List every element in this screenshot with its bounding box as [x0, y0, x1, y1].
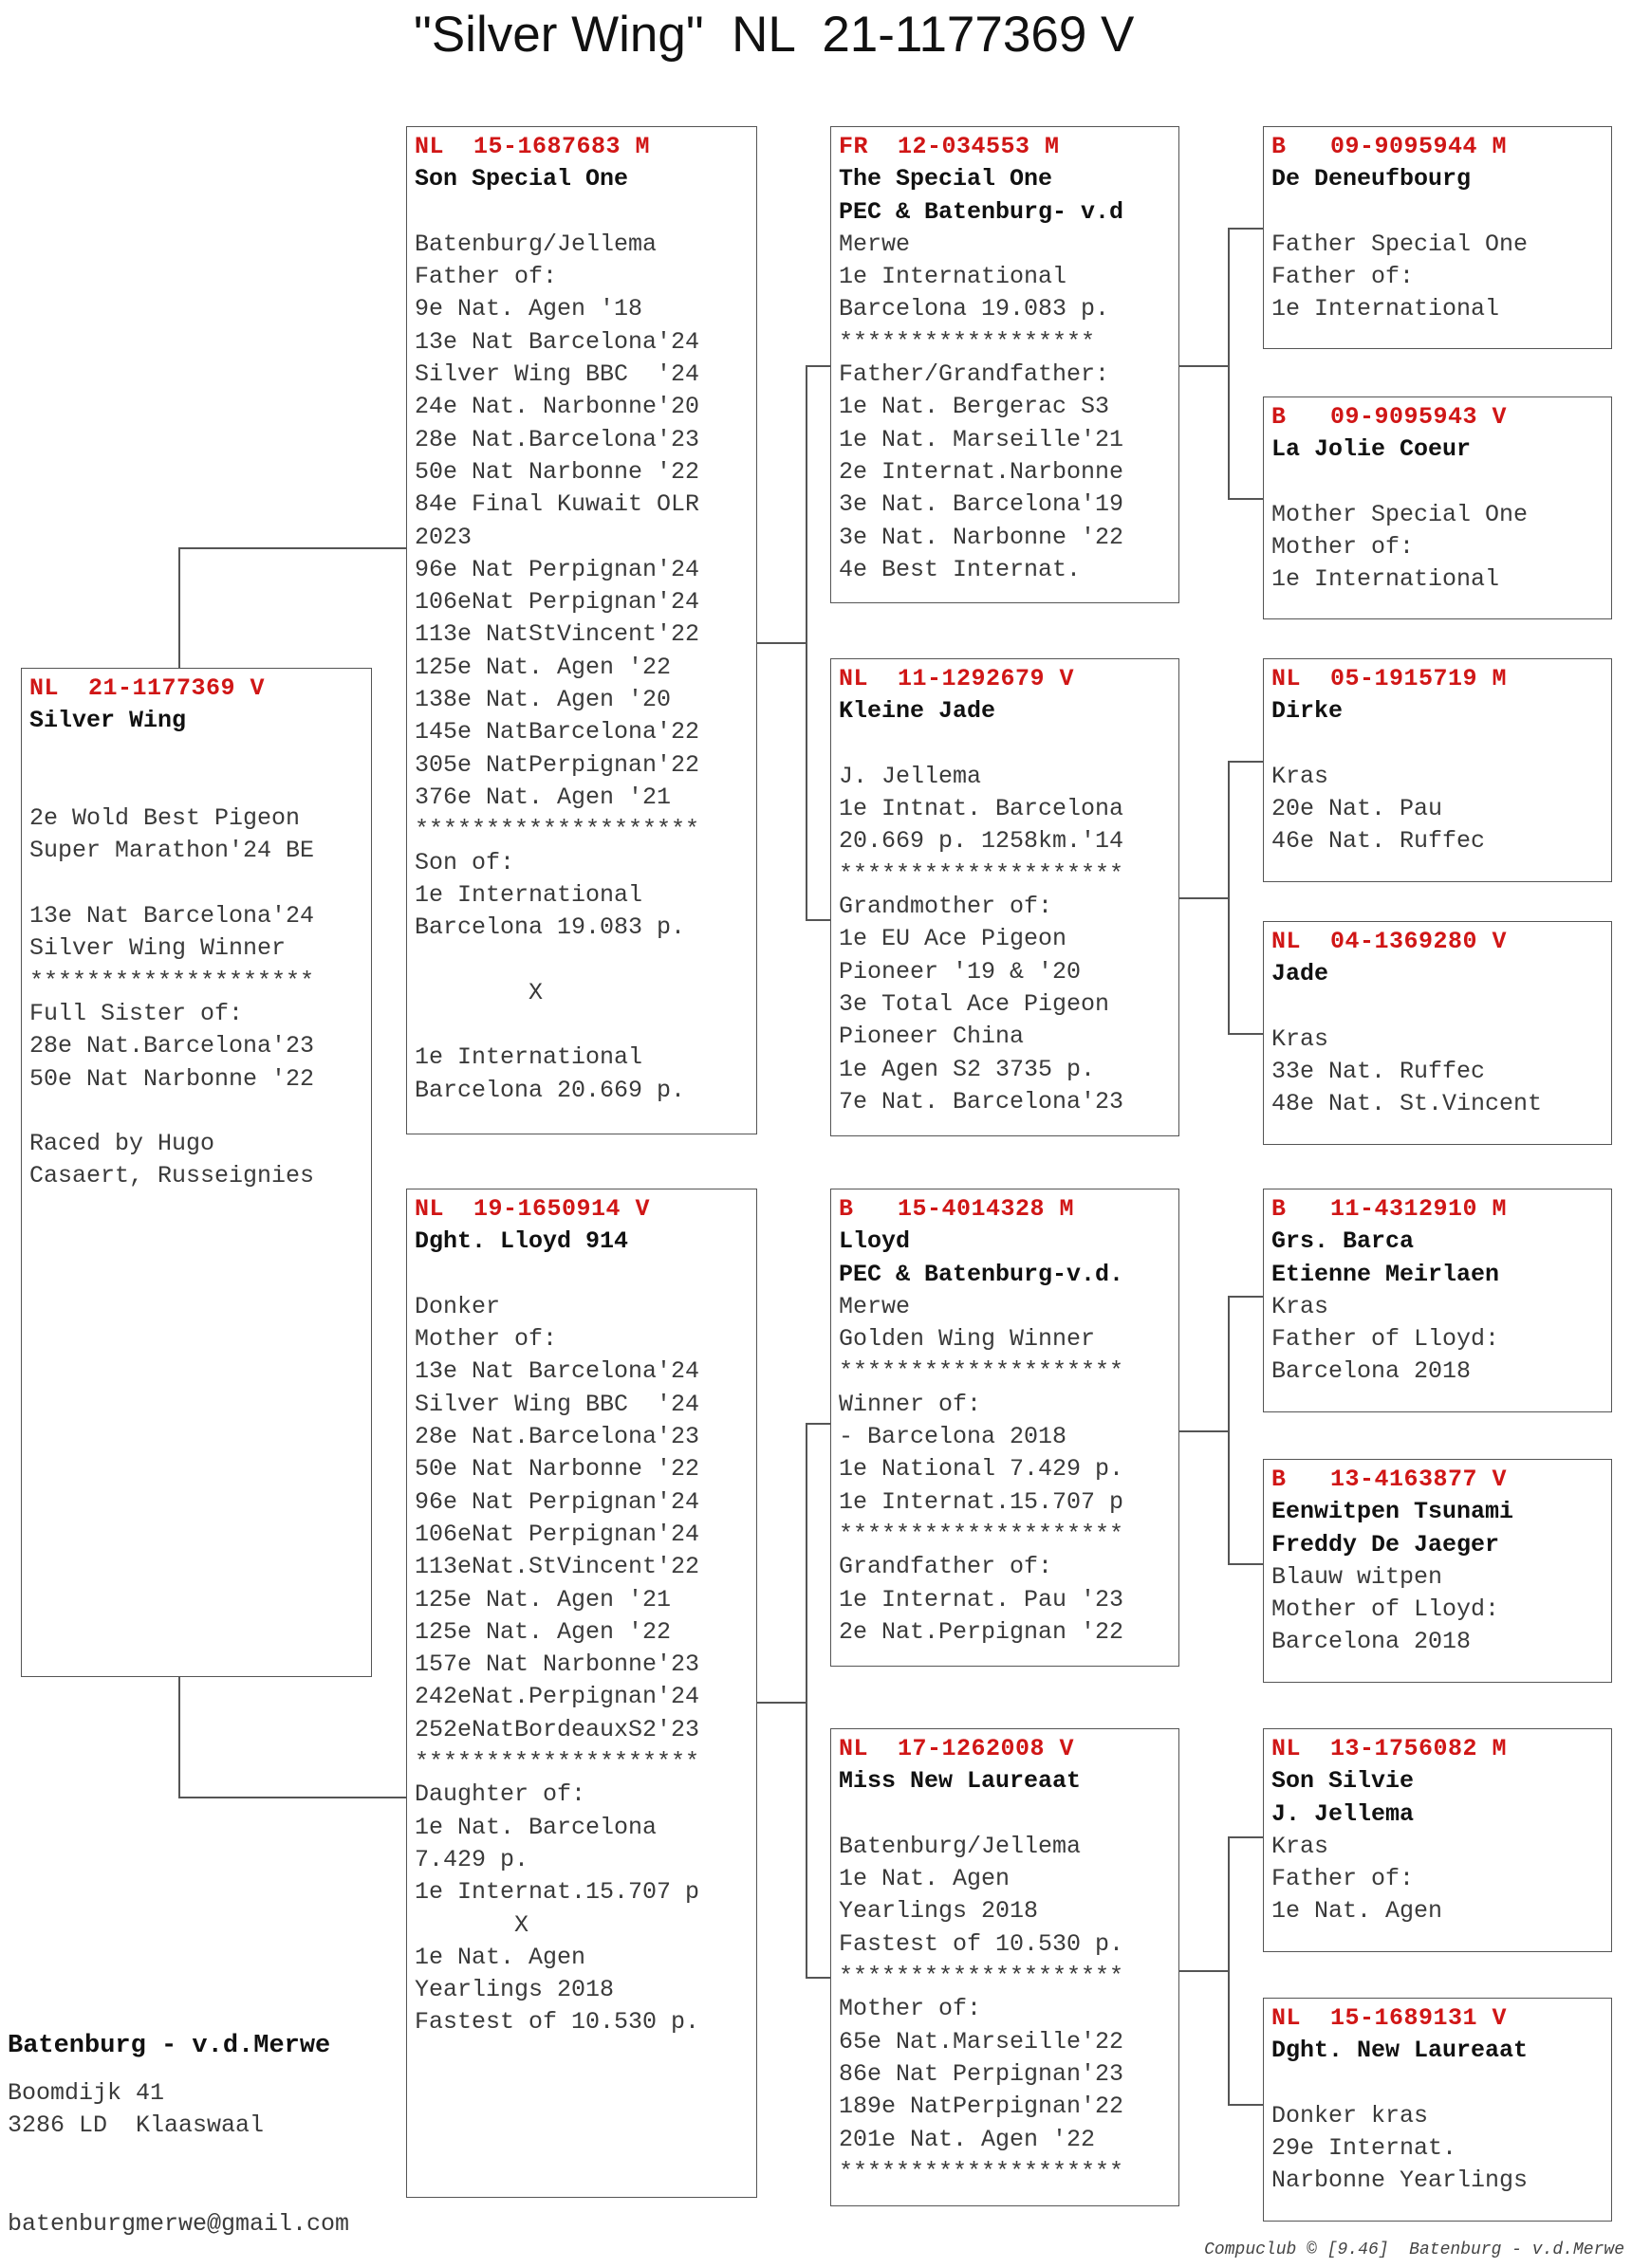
pigeon-breeder: PEC & Batenburg-v.d. [839, 1260, 1124, 1288]
detail-line: 1e Nat. Agen [1271, 1897, 1443, 1926]
detail-line: Kras [1271, 1024, 1329, 1053]
detail-line: 4e Best Internat. [839, 555, 1082, 583]
detail-line: ******************** [839, 1357, 1124, 1386]
pigeon-name: Miss New Laureaat [839, 1767, 1082, 1796]
detail-line: Father Special One [1271, 230, 1529, 258]
pigeon-card-mmf [1263, 1728, 1612, 1952]
detail-line: Mother of: [1271, 533, 1415, 562]
pigeon-name: Son Silvie [1271, 1767, 1415, 1796]
pigeon-breeder: PEC & Batenburg- v.d [839, 197, 1124, 226]
detail-line: 65e Nat.Marseille'22 [839, 2027, 1124, 2056]
pigeon-name: Dght. New Laureaat [1271, 2037, 1529, 2065]
ring-number: NL 21-1177369 V [29, 674, 266, 702]
detail-line: ******************** [415, 1748, 700, 1777]
detail-line: 1e National 7.429 p. [839, 1455, 1124, 1484]
detail-line: Kras [1271, 762, 1329, 790]
detail-line [1271, 728, 1604, 761]
detail-line: Barcelona 2018 [1271, 1357, 1472, 1386]
detail-line: ******************** [839, 859, 1124, 888]
detail-line: Grandfather of: [839, 1553, 1053, 1581]
detail-line: 1e Internat.15.707 p [839, 1487, 1124, 1516]
detail-line: 46e Nat. Ruffec [1271, 827, 1486, 856]
detail-line: 1e International [1271, 565, 1500, 594]
pigeon-name: Jade [1271, 960, 1329, 988]
detail-line: Barcelona 20.669 p. [415, 1076, 686, 1104]
detail-line: 1e Nat. Agen [415, 1943, 586, 1971]
detail-line: Merwe [839, 230, 911, 258]
detail-line: 2e Nat.Perpignan '22 [839, 1617, 1124, 1646]
pigeon-breeder: Freddy De Jaeger [1271, 1530, 1500, 1558]
breeder-city: 3286 LD Klaaswaal [8, 2111, 265, 2139]
detail-line: 106eNat Perpignan'24 [415, 1520, 700, 1548]
ring-number: NL 15-1689131 V [1271, 2004, 1508, 2032]
detail-line [29, 770, 363, 802]
detail-line: 113eNat.StVincent'22 [415, 1553, 700, 1581]
detail-line: 3e Nat. Narbonne '22 [839, 523, 1124, 551]
detail-line: Silver Wing BBC '24 [415, 360, 700, 389]
pigeon-card-fmm [1263, 921, 1612, 1145]
detail-line: Full Sister of: [29, 999, 244, 1027]
pigeon-details [1271, 728, 1604, 858]
ring-number: NL 19-1650914 V [415, 1195, 651, 1223]
pigeon-name: Kleine Jade [839, 697, 996, 726]
pigeon-card-mfm [1263, 1459, 1612, 1683]
detail-line: 1e EU Ace Pigeon [839, 925, 1067, 953]
detail-line [29, 738, 363, 770]
detail-line: 1e International [839, 263, 1067, 291]
detail-line: 48e Nat. St.Vincent [1271, 1090, 1543, 1118]
detail-line: 20.669 p. 1258km.'14 [839, 827, 1124, 856]
detail-line: ****************** [839, 327, 1096, 356]
ring-number: NL 04-1369280 V [1271, 928, 1508, 955]
detail-line: Fastest of 10.530 p. [415, 2008, 700, 2037]
ring-number: NL 05-1915719 M [1271, 665, 1508, 692]
pigeon-card-fff [1263, 126, 1612, 349]
detail-line: Kras [1271, 1292, 1329, 1320]
detail-line: 1e Internat.15.707 p [415, 1878, 700, 1907]
detail-line: Mother of Lloyd: [1271, 1595, 1500, 1624]
detail-line: ******************** [29, 967, 315, 995]
detail-line: 13e Nat Barcelona'24 [415, 327, 700, 356]
detail-line: - Barcelona 2018 [839, 1423, 1067, 1451]
detail-line: 1e Agen S2 3735 p. [839, 1055, 1096, 1083]
detail-line: Blauw witpen [1271, 1562, 1443, 1591]
pigeon-name: La Jolie Coeur [1271, 435, 1472, 464]
detail-line: Barcelona 2018 [1271, 1628, 1472, 1656]
detail-line [415, 944, 749, 976]
pigeon-details [1271, 1831, 1604, 1928]
ring-number: B 09-9095943 V [1271, 403, 1508, 431]
detail-line: ******************** [839, 2157, 1124, 2185]
detail-line: 242eNat.Perpignan'24 [415, 1683, 700, 1711]
detail-line: 84e Final Kuwait OLR [415, 490, 700, 519]
detail-line: Winner of: [839, 1390, 982, 1418]
detail-line: 86e Nat Perpignan'23 [839, 2059, 1124, 2088]
pigeon-details [1271, 2068, 1604, 2198]
detail-line: 113e NatStVincent'22 [415, 620, 700, 649]
detail-line [29, 1096, 363, 1128]
detail-line: ******************** [839, 1963, 1124, 1991]
detail-line: 157e Nat Narbonne'23 [415, 1650, 700, 1679]
detail-line: Daughter of: [415, 1780, 586, 1809]
pigeon-card-ff [830, 126, 1179, 603]
pigeon-details [1271, 1291, 1604, 1389]
detail-line [415, 1259, 749, 1291]
footer-credit: Compuclub © [9.46] Batenburg - v.d.Merwe [1204, 2240, 1624, 2259]
detail-line: 2e Internat.Narbonne [839, 457, 1124, 486]
detail-line: Father of Lloyd: [1271, 1325, 1500, 1354]
detail-line: 20e Nat. Pau [1271, 795, 1443, 823]
detail-line: Barcelona 19.083 p. [839, 295, 1110, 323]
detail-line: 376e Nat. Agen '21 [415, 783, 672, 811]
detail-line: 96e Nat Perpignan'24 [415, 555, 700, 583]
detail-line: Silver Wing BBC '24 [415, 1390, 700, 1418]
detail-line: 28e Nat.Barcelona'23 [29, 1032, 315, 1060]
detail-line: 189e NatPerpignan'22 [839, 2093, 1124, 2121]
detail-line [1271, 467, 1604, 499]
detail-line: Father of: [1271, 1865, 1415, 1893]
pigeon-card-ffm [1263, 396, 1612, 619]
pigeon-name: Silver Wing [29, 707, 187, 735]
detail-line: 13e Nat Barcelona'24 [29, 902, 315, 931]
detail-line: Donker [415, 1292, 501, 1320]
detail-line: 3e Total Ace Pigeon [839, 989, 1110, 1018]
detail-line: 3e Nat. Barcelona'19 [839, 490, 1124, 519]
pigeon-card-mff [1263, 1189, 1612, 1412]
detail-line: Kras [1271, 1832, 1329, 1860]
ring-number: B 13-4163877 V [1271, 1466, 1508, 1493]
detail-line: 28e Nat.Barcelona'23 [415, 1423, 700, 1451]
pigeon-details [839, 1291, 1171, 1649]
detail-line: Merwe [839, 1292, 911, 1320]
detail-line: 7e Nat. Barcelona'23 [839, 1087, 1124, 1116]
detail-line: 1e International [1271, 295, 1500, 323]
breeder-name: Batenburg - v.d.Merwe [8, 2032, 331, 2060]
detail-line [839, 1798, 1171, 1831]
detail-line: 125e Nat. Agen '22 [415, 1617, 672, 1646]
detail-line: 2023 [415, 523, 473, 551]
detail-line: 9e Nat. Agen '18 [415, 295, 643, 323]
detail-line: Father of: [415, 263, 558, 291]
detail-line: Super Marathon'24 BE [29, 837, 315, 865]
detail-line: 1e International [415, 880, 643, 909]
pigeon-card-mother [406, 1189, 757, 2198]
pigeon-details [1271, 196, 1604, 326]
ring-number: NL 11-1292679 V [839, 665, 1075, 692]
detail-line: Pioneer China [839, 1023, 1025, 1051]
pigeon-details [1271, 467, 1604, 597]
breeder-street: Boomdijk 41 [8, 2079, 165, 2107]
pigeon-breeder: J. Jellema [1271, 1799, 1415, 1828]
pigeon-card-father [406, 126, 757, 1134]
pigeon-details [415, 1259, 749, 2039]
detail-line: 1e Intnat. Barcelona [839, 795, 1124, 823]
detail-line: 1e Nat. Bergerac S3 [839, 393, 1110, 421]
detail-line: Batenburg/Jellema [839, 1832, 1082, 1860]
pigeon-name: Lloyd [839, 1227, 911, 1256]
pigeon-name: Dirke [1271, 697, 1344, 726]
detail-line: Silver Wing Winner [29, 934, 287, 963]
detail-line: ******************** [415, 816, 700, 844]
pigeon-details [415, 196, 749, 1107]
detail-line: 106eNat Perpignan'24 [415, 588, 700, 617]
ring-number: NL 13-1756082 M [1271, 1735, 1508, 1762]
pigeon-details [839, 1798, 1171, 2189]
ring-number: NL 15-1687683 M [415, 133, 651, 160]
detail-line: 2e Wold Best Pigeon [29, 804, 301, 833]
detail-line: 50e Nat Narbonne '22 [29, 1064, 315, 1093]
detail-line: 1e Nat. Barcelona [415, 1813, 658, 1841]
ring-number: B 09-9095944 M [1271, 133, 1508, 160]
detail-line: 145e NatBarcelona'22 [415, 718, 700, 747]
detail-line: Barcelona 19.083 p. [415, 913, 686, 942]
detail-line: Pioneer '19 & '20 [839, 957, 1082, 986]
detail-line: 28e Nat.Barcelona'23 [415, 425, 700, 453]
detail-line [1271, 196, 1604, 229]
detail-line: Yearlings 2018 [839, 1897, 1039, 1926]
detail-line: 13e Nat Barcelona'24 [415, 1357, 700, 1386]
detail-line: Mother of: [415, 1325, 558, 1354]
detail-line: 252eNatBordeauxS2'23 [415, 1715, 700, 1743]
detail-line [29, 868, 363, 900]
breeder-email[interactable]: batenburgmerwe@gmail.com [8, 2210, 350, 2238]
detail-line: 1e Internat. Pau '23 [839, 1585, 1124, 1613]
detail-line: 1e International [415, 1043, 643, 1072]
detail-line [415, 196, 749, 229]
detail-line: 125e Nat. Agen '22 [415, 653, 672, 681]
pigeon-name: Grs. Barca [1271, 1227, 1415, 1256]
pigeon-card-mf [830, 1189, 1179, 1667]
detail-line: Grandmother of: [839, 893, 1053, 921]
ring-number: NL 17-1262008 V [839, 1735, 1075, 1762]
ring-number: B 15-4014328 M [839, 1195, 1075, 1223]
ring-number: B 11-4312910 M [1271, 1195, 1508, 1223]
detail-line: Fastest of 10.530 p. [839, 1929, 1124, 1958]
pigeon-details [1271, 1561, 1604, 1659]
detail-line: Yearlings 2018 [415, 1976, 615, 2004]
pigeon-details [839, 229, 1171, 586]
detail-line: Raced by Hugo [29, 1130, 215, 1158]
detail-line: 29e Internat. [1271, 2134, 1457, 2163]
detail-line: J. Jellema [839, 762, 982, 790]
pigeon-details [29, 738, 363, 1193]
detail-line: X [415, 1910, 529, 1939]
detail-line: 33e Nat. Ruffec [1271, 1058, 1486, 1086]
detail-line: 24e Nat. Narbonne'20 [415, 393, 700, 421]
pigeon-details [1271, 991, 1604, 1121]
detail-line: 7.429 p. [415, 1845, 529, 1873]
detail-line: 201e Nat. Agen '22 [839, 2125, 1096, 2153]
detail-line: Father/Grandfather: [839, 360, 1110, 389]
detail-line [415, 1009, 749, 1042]
detail-line: Casaert, Russeignies [29, 1162, 315, 1190]
pigeon-name: The Special One [839, 165, 1053, 194]
pigeon-card-mm [830, 1728, 1179, 2206]
pigeon-card-mmm [1263, 1998, 1612, 2222]
detail-line [1271, 2068, 1604, 2100]
pigeon-card-fm [830, 658, 1179, 1136]
pigeon-card-subject [21, 668, 372, 1677]
detail-line: ******************** [839, 1520, 1124, 1548]
detail-line: 50e Nat Narbonne '22 [415, 457, 700, 486]
pigeon-name: Eenwitpen Tsunami [1271, 1498, 1514, 1526]
detail-line: 125e Nat. Agen '21 [415, 1585, 672, 1613]
detail-line: Narbonne Yearlings [1271, 2167, 1529, 2195]
pigeon-card-fmf [1263, 658, 1612, 882]
detail-line [1271, 991, 1604, 1023]
detail-line: 96e Nat Perpignan'24 [415, 1487, 700, 1516]
pigeon-name: Son Special One [415, 165, 629, 194]
detail-line: Mother of: [839, 1995, 982, 2023]
ring-number: FR 12-034553 M [839, 133, 1060, 160]
pigeon-breeder: Etienne Meirlaen [1271, 1260, 1500, 1288]
pigeon-name: De Deneufbourg [1271, 165, 1472, 194]
detail-line: Son of: [415, 848, 515, 876]
detail-line [839, 728, 1171, 761]
detail-line: 305e NatPerpignan'22 [415, 750, 700, 779]
detail-line: Donker kras [1271, 2101, 1429, 2130]
detail-line: 138e Nat. Agen '20 [415, 686, 672, 714]
pigeon-details [839, 728, 1171, 1119]
detail-line: Batenburg/Jellema [415, 230, 658, 258]
detail-line: 50e Nat Narbonne '22 [415, 1455, 700, 1484]
pigeon-name: Dght. Lloyd 914 [415, 1227, 629, 1256]
detail-line: X [415, 978, 544, 1006]
detail-line: 1e Nat. Agen [839, 1865, 1011, 1893]
detail-line: Mother Special One [1271, 500, 1529, 528]
detail-line: Father of: [1271, 263, 1415, 291]
detail-line: 1e Nat. Marseille'21 [839, 425, 1124, 453]
detail-line: Golden Wing Winner [839, 1325, 1096, 1354]
